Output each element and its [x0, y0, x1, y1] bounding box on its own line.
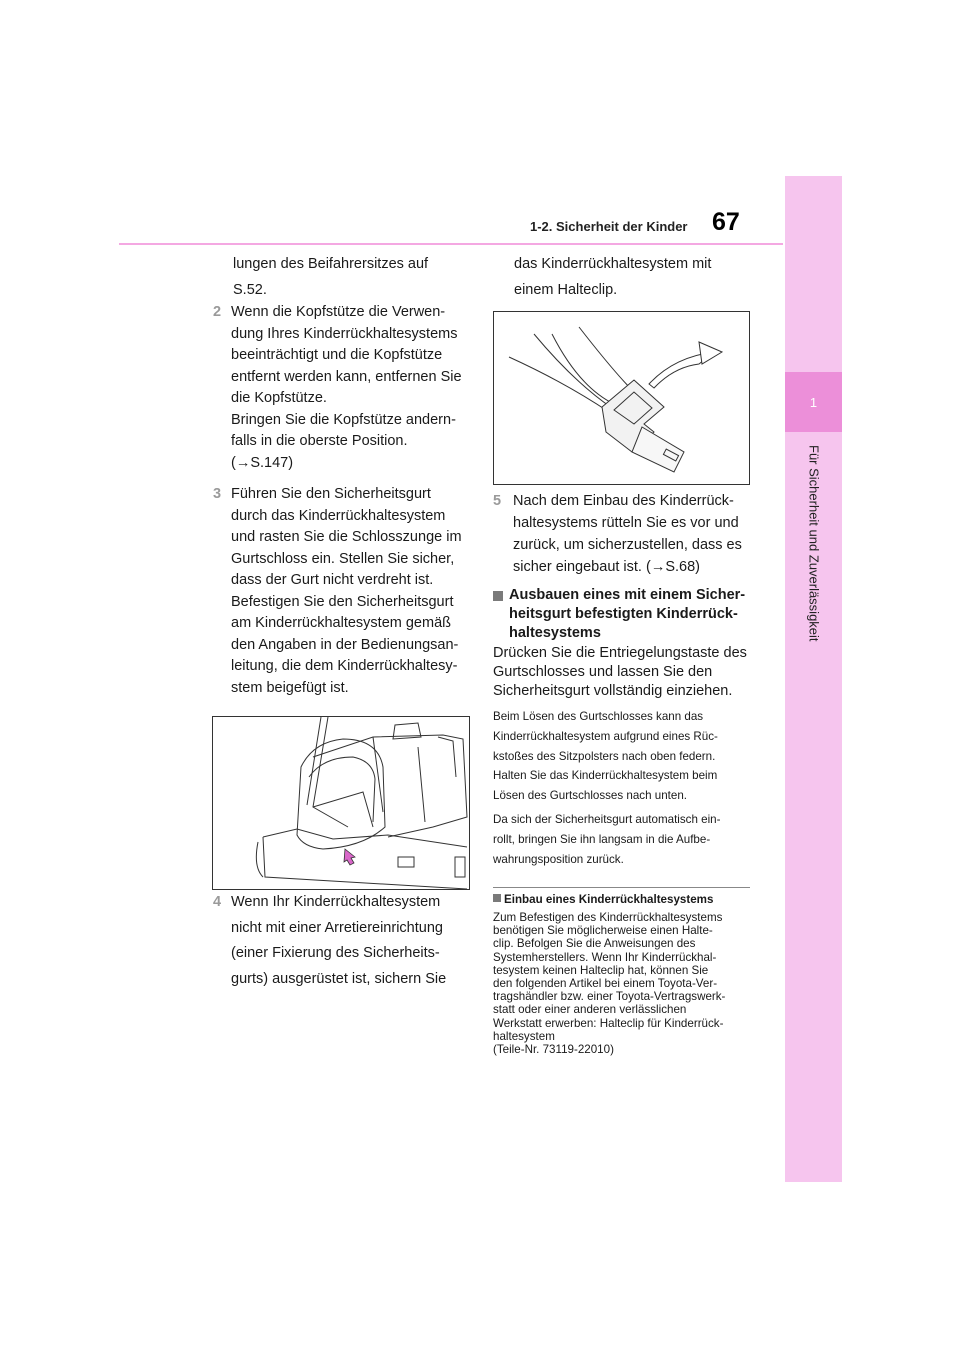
page-reference-link[interactable]: sicher eingebaut ist. (→S.68)	[513, 559, 700, 575]
step-line: entfernt werden kann, entfernen Sie	[231, 368, 462, 385]
note-line: Systemherstellers. Wenn Ihr Kinderrückhal-	[493, 950, 717, 964]
body-line: Gurtschlosses und lassen Sie den	[493, 664, 713, 680]
body-line: Drücken Sie die Entriegelungstaste des	[493, 645, 747, 661]
continued-line: einem Halteclip.	[514, 281, 618, 298]
remove-body	[493, 644, 758, 701]
halteclip-illustration	[493, 311, 750, 485]
halteclip-drawing	[494, 312, 749, 484]
header-rule	[119, 243, 783, 245]
note-line: Kinderrückhaltesystem aufgrund eines Rüc-	[493, 729, 718, 743]
note-line: haltesystem	[493, 1029, 555, 1043]
chapter-number-tab[interactable]	[785, 372, 842, 432]
step-line: den Angaben in der Bedienungsan-	[231, 636, 459, 653]
step-line: durch das Kinderrückhaltesystem	[231, 507, 446, 524]
page-reference-link[interactable]: (→S.147)	[231, 454, 294, 471]
side-tab	[785, 176, 842, 1182]
note-line: clip. Befolgen Sie die Anweisungen des	[493, 937, 696, 951]
step-line: haltesystems rütteln Sie es vor und	[513, 515, 739, 531]
note-line: Da sich der Sicherheitsgurt automatisch ein-	[493, 813, 721, 826]
step-3	[213, 484, 473, 699]
step-number: 3	[213, 486, 222, 502]
intro-text	[233, 254, 473, 301]
note-bullet-icon	[493, 894, 501, 902]
child-seat-drawing	[213, 717, 469, 889]
step-number: 4	[213, 894, 222, 910]
step-line: beeinträchtigt und die Kopfstütze	[231, 347, 443, 363]
step-line: dung Ihres Kinderrückhaltesystems	[231, 325, 458, 342]
step-line: die Kopfstütze.	[231, 390, 327, 406]
step-line: am Kinderrückhaltesystem gemäß	[231, 615, 451, 631]
arrow-head-icon	[699, 342, 722, 364]
note-line: benötigen Sie möglicherweise einen Halte-	[493, 924, 713, 938]
note-line: rollt, bringen Sie ihn langsam in die Aufbe-	[493, 832, 711, 846]
note-line: wahrungsposition zurück.	[493, 852, 624, 866]
step-line: Befestigen Sie den Sicherheitsgurt	[231, 593, 454, 610]
note-line: kstoßes des Sitzpolsters nach oben federn.	[493, 749, 716, 763]
step-line: Gurtschloss ein. Stellen Sie sicher,	[231, 550, 455, 567]
step-line: dass der Gurt nicht verdreht ist.	[231, 572, 434, 588]
heading-line: Ausbauen eines mit einem Sicher-	[509, 587, 746, 603]
step-5	[493, 491, 758, 579]
step-line: stem beigefügt ist.	[231, 679, 349, 696]
heading-line: haltesystems	[509, 625, 601, 641]
note-line: tesystem keinen Halteclip hat, können Sie	[493, 963, 709, 977]
step-line: (einer Fixierung des Sicherheits-	[231, 945, 440, 961]
page-number: 67	[712, 208, 740, 236]
heading-bullet-icon	[493, 591, 503, 601]
step-line: nicht mit einer Arretiereinrichtung	[231, 919, 443, 936]
remove-heading	[493, 586, 758, 643]
remove-note-2	[493, 810, 758, 869]
step-line: Wenn Ihr Kinderrückhaltesystem	[231, 894, 441, 910]
section-title: 1-2. Sicherheit der Kinder	[530, 219, 688, 234]
remove-note-1	[493, 707, 758, 806]
note-line: tragshändler bzw. einer Toyota-Vertragswerk-	[493, 990, 726, 1004]
continued-line: das Kinderrückhaltesystem mit	[514, 256, 712, 272]
note-line: Beim Lösen des Gurtschlosses kann das	[493, 710, 704, 723]
step-line: und rasten Sie die Schlosszunge im	[231, 529, 462, 545]
heading-line: heitsgurt befestigten Kinderrück-	[509, 606, 738, 622]
step-number: 2	[213, 304, 222, 320]
note-line: statt oder einer anderen verlässlichen	[493, 1003, 687, 1017]
step-line: Führen Sie den Sicherheitsgurt	[231, 486, 431, 502]
pointer-arrow-icon	[344, 849, 355, 865]
chapter-label-container	[804, 445, 824, 665]
intro-line: S.52.	[233, 281, 267, 298]
note-line: Werkstatt erwerben: Halteclip für Kinderrück-	[493, 1016, 724, 1030]
continued-text	[514, 254, 754, 301]
step-line: Bringen Sie die Kopfstütze andern-	[231, 411, 456, 428]
body-line: Sicherheitsgurt vollständig einziehen.	[493, 683, 733, 699]
step-line: Wenn die Kopfstütze die Verwen-	[231, 304, 446, 320]
note-heading: Einbau eines Kinderrückhaltesystems	[504, 893, 714, 906]
step-line: falls in die oberste Position.	[231, 433, 408, 449]
chapter-label: Für Sicherheit und Zuverlässigkeit	[806, 445, 822, 642]
note-line: den folgenden Artikel bei einem Toyota-Ver-	[493, 977, 718, 991]
step-line: gurts) ausgerüstet ist, sichern Sie	[231, 970, 447, 987]
intro-line: lungen des Beifahrersitzes auf	[233, 256, 429, 272]
step-4	[213, 892, 473, 990]
note-divider	[493, 887, 750, 888]
step-line: leitung, die dem Kinderrückhaltesy-	[231, 658, 458, 674]
note-line: Zum Befestigen des Kinderrückhaltesystems	[493, 911, 723, 924]
note-line: Lösen des Gurtschlosses nach unten.	[493, 789, 687, 803]
note-line: (Teile-Nr. 73119-22010)	[493, 1043, 614, 1057]
child-seat-illustration	[212, 716, 470, 890]
install-note	[493, 893, 758, 1056]
step-2	[213, 302, 473, 474]
note-line: Halten Sie das Kinderrückhaltesystem beim	[493, 769, 718, 783]
chapter-number: 1	[809, 394, 818, 410]
step-number: 5	[493, 493, 502, 509]
step-line: Nach dem Einbau des Kinderrück-	[513, 493, 734, 509]
step-line: zurück, um sicherzustellen, dass es	[513, 537, 742, 553]
